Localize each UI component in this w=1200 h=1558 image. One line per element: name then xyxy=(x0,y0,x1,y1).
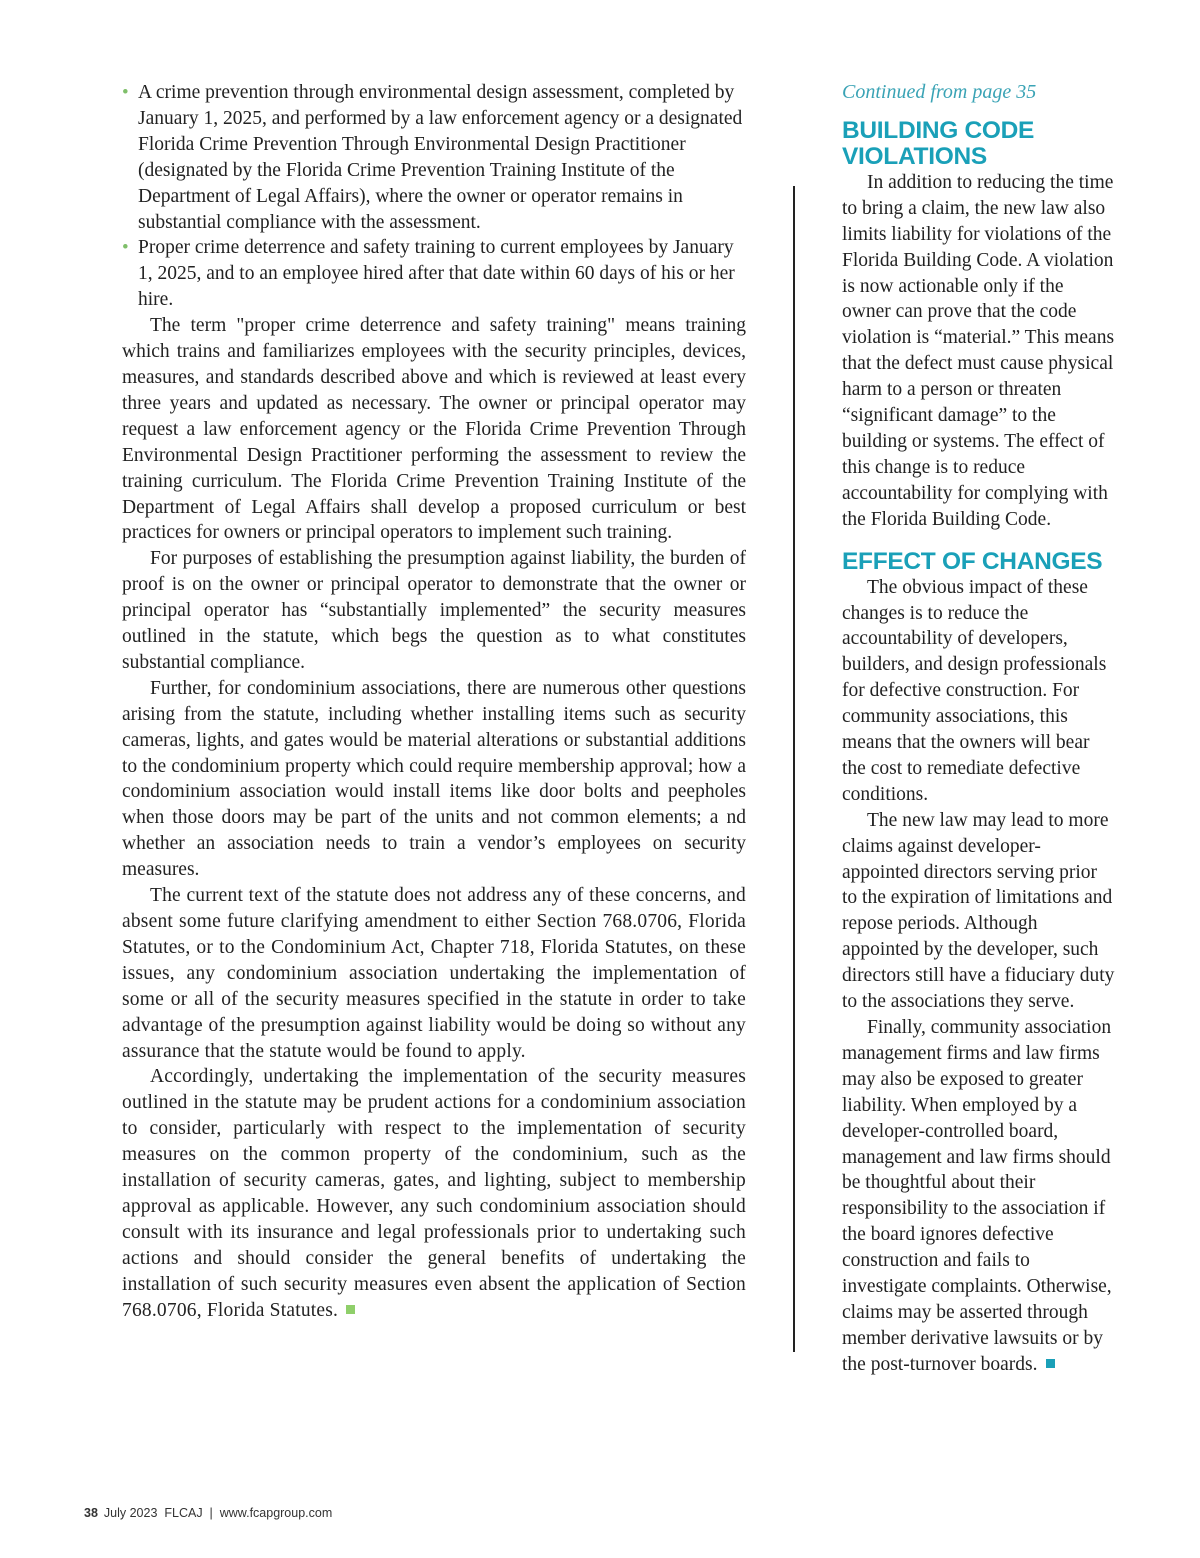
continued-from-label: Continued from page 35 xyxy=(842,81,1037,103)
section-heading-effect-of-changes: EFFECT OF CHANGES xyxy=(842,547,1103,575)
bullet-dot-icon: • xyxy=(122,237,129,259)
column-divider xyxy=(793,186,795,1352)
bullet-text: A crime prevention through environmental design assessment, completed by January 1, 2025, and performed by a law enforcement agency or a designated Florida Crime Prevention Through Environmental Design Practitioner (designated by the Florida Crime Prevention Training Institute of the Department of Legal Affairs), where the owner or operator remains in substantial compliance with the assessment. xyxy=(138,82,743,233)
sidebar-paragraph: The new law may lead to more claims against developer-appointed directors serving prior to the expiration of limitations and repose periods. Although appointed by the developer, such directors still have a fiduciary duty to the associations they serve. xyxy=(842,809,1115,1013)
sidebar-paragraph-last xyxy=(842,1015,1117,1378)
end-of-article-square-icon xyxy=(1046,1359,1055,1368)
body-paragraph: For purposes of establishing the presumption against liability, the burden of proof is on the owner or principal operator to demonstrate that the owner or principal operator has “substantially implemented” the security measures outlined in the statute, which begs the question as to what constitutes substantial compliance. xyxy=(122,548,746,673)
bullet-text: Proper crime deterrence and safety training to current employees by January 1, 2025, and to an employee hired after that date within 60 days of his or her hire. xyxy=(138,237,735,311)
left-column xyxy=(122,80,746,1324)
end-of-article-square-icon xyxy=(346,1305,355,1314)
page-number: 38 xyxy=(84,1506,98,1520)
body-paragraph-text: Accordingly, undertaking the implementation of the security measures outlined in the statute may be prudent actions for a condominium association to consider, particularly with respect to the implementation of security measures on the common property of the condominium, such as the installation of security cameras, gates, and lighting, subject to membership approval as applicable. However, any such condominium association should consult with its insurance and legal professionals prior to undertaking such actions and should consider the general benefits of undertaking the installation of such security measures even absent the application of Section 768.0706, Florida Statutes. xyxy=(122,1066,746,1321)
bullet-item xyxy=(122,235,746,313)
sidebar-paragraph: The obvious impact of these changes is to reduce the accountability of developers, builders, and design professionals for defective construction. For community associations, this means that the owners will bear the cost to remediate defective conditions. xyxy=(842,576,1107,805)
section-heading-building-code: BUILDING CODE VIOLATIONS xyxy=(842,116,1035,170)
footer-publication-info: July 2023 FLCAJ | www.fcapgroup.com xyxy=(103,1506,333,1520)
bullet-item xyxy=(122,80,746,235)
body-paragraph: The current text of the statute does not address any of these concerns, and absent some future clarifying amendment to either Section 768.0706, Florida Statutes, or to the Condominium Act, Chapter 718, Florida Statutes, on these issues, any condominium association undertaking the implementation of some or all of the security measures specified in the statute in order to take advantage of the presumption against liability would be doing so without any assurance that the statute would be found to apply. xyxy=(122,885,746,1062)
page-footer xyxy=(84,1506,332,1520)
right-column xyxy=(842,80,1117,1378)
body-paragraph-last xyxy=(122,1064,746,1323)
sidebar-paragraph: In addition to reducing the time to bring a claim, the new law also limits liability for violations of the Florida Building Code. A violation is now actionable only if the owner can prove that the code violation is “material.” This means that the defect must cause physical harm to a person or threaten “significant damage” to the building or systems. The effect of this change is to reduce accountability for complying with the Florida Building Code. xyxy=(842,171,1115,530)
body-paragraph: The term "proper crime deterrence and safety training" means training which trains and familiarizes employees with the security principles, devices, measures, and standards described above and which is reviewed at least every three years and updated as necessary. The owner or principal operator may request a law enforcement agency or the Florida Crime Prevention Through Environmental Design Practitioner performing the assessment to review the training curriculum. The Florida Crime Prevention Training Institute of the Department of Legal Affairs shall develop a proposed curriculum or best practices for owners or principal operators to implement such training. xyxy=(122,315,746,544)
sidebar-paragraph-text: Finally, community association management firms and law firms may also be exposed to greater liability. When employed by a developer-controlled board, management and law firms should be thoughtful about their responsibility to the association if the board ignores defective construction and fails to investigate complaints. Otherwise, claims may be asserted through member derivative lawsuits or by the post-turnover boards. xyxy=(842,1017,1112,1375)
body-paragraph: Further, for condominium associations, there are numerous other questions arising from the statute, including whether installing items such as security cameras, lights, and gates would be material alterations or substantial additions to the condominium property which could require membership approval; how a condominium association would install items like door bolts and peepholes when those doors may be part of the units and not common elements; a nd whether an association needs to train a vendor’s employees on security measures. xyxy=(122,677,746,881)
bullet-dot-icon: • xyxy=(122,82,129,103)
